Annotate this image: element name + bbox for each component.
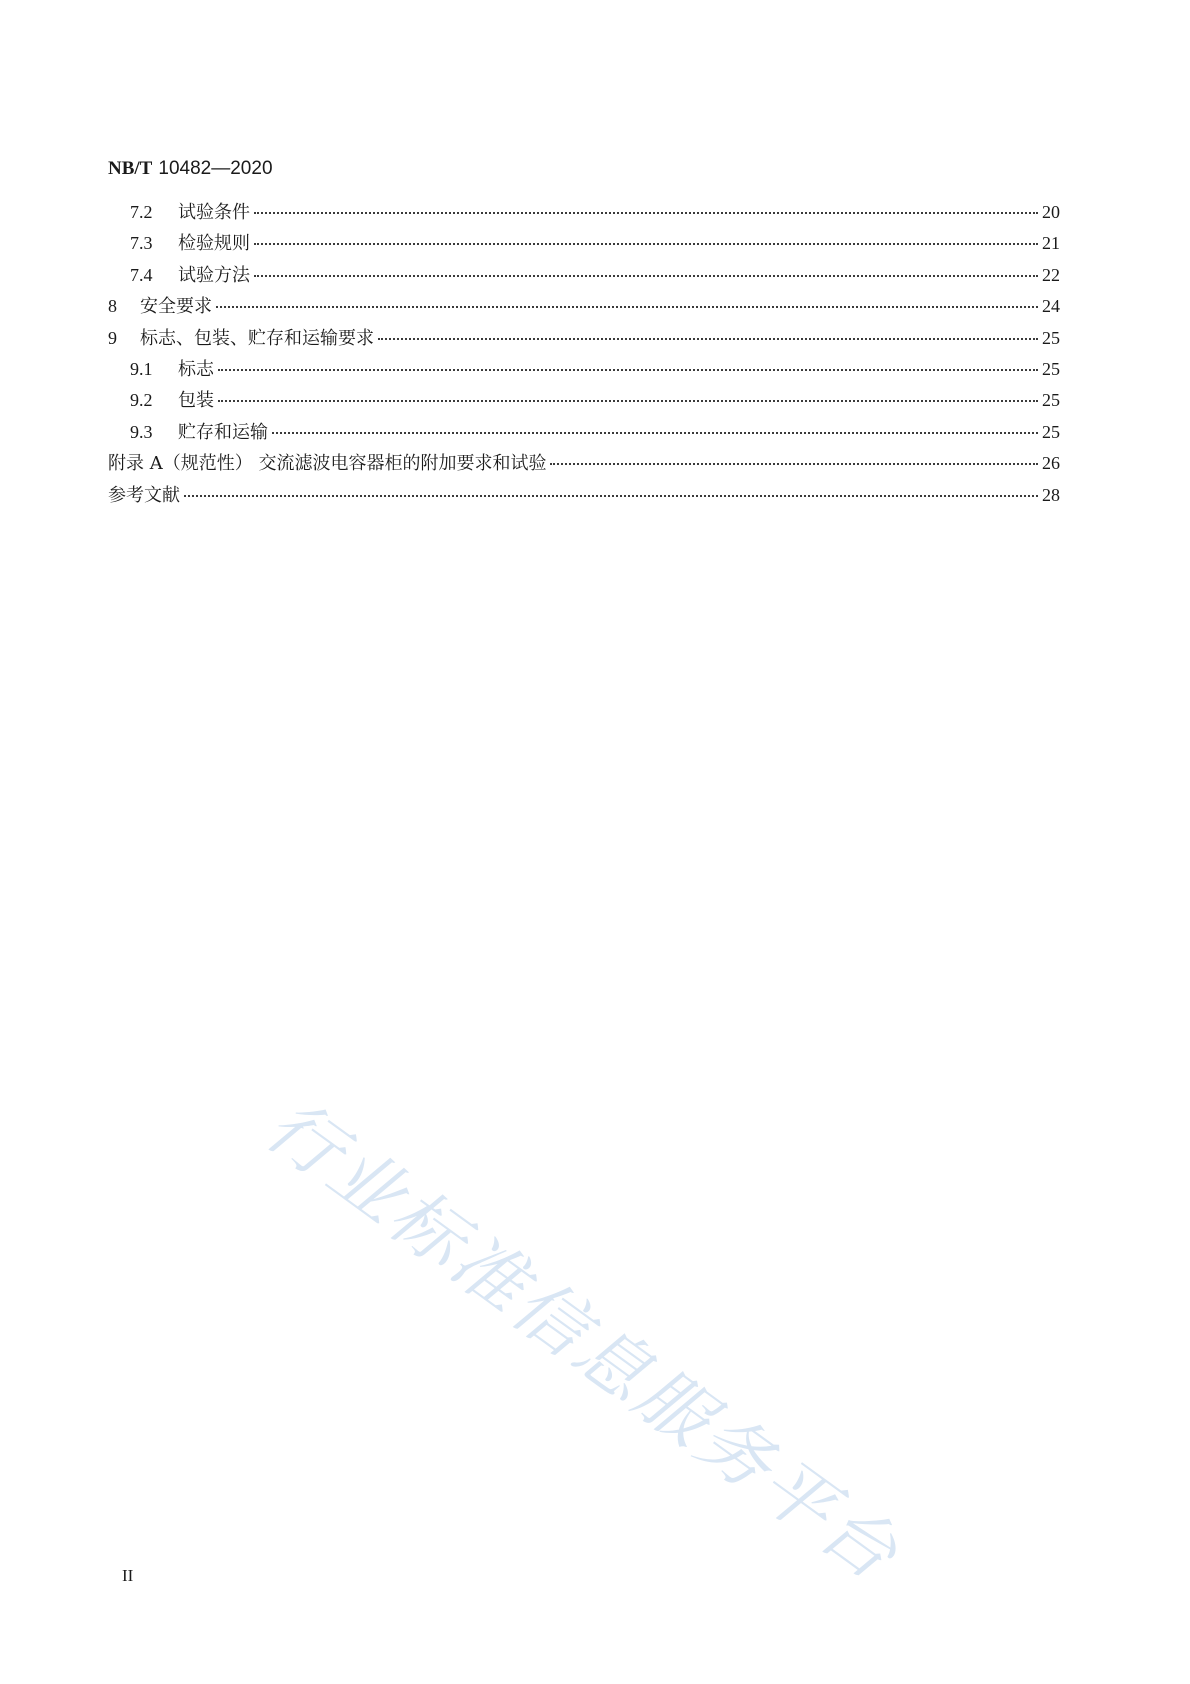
- toc-leader-dots: [378, 338, 1038, 340]
- toc-entry-title: 标志、包装、贮存和运输要求: [140, 327, 374, 349]
- toc-entry-9[interactable]: [108, 326, 1060, 357]
- standard-code: [108, 156, 273, 181]
- toc-leader-dots: [184, 495, 1038, 497]
- toc-leader-dots: [254, 275, 1038, 277]
- toc-entry-number: 9: [108, 327, 117, 348]
- toc-entry-number: 9.1: [130, 358, 153, 379]
- toc-entry-page: 25: [1042, 327, 1060, 348]
- toc-entry-page: 26: [1042, 453, 1060, 474]
- toc-entry-page: 22: [1042, 264, 1060, 285]
- toc-entry-page: 28: [1042, 484, 1060, 505]
- page-number: II: [122, 1566, 134, 1585]
- toc-entry-page: 25: [1042, 390, 1060, 411]
- toc-entry-references[interactable]: [108, 483, 1060, 514]
- table-of-contents: [108, 200, 1060, 514]
- toc-entry-number: 9.2: [130, 390, 153, 411]
- toc-leader-dots: [550, 463, 1038, 465]
- toc-leader-dots: [254, 212, 1038, 214]
- toc-leader-dots: [218, 400, 1038, 402]
- toc-entry-number: 7.3: [130, 233, 153, 254]
- toc-entry-title: 贮存和运输: [178, 421, 268, 443]
- toc-entry-title: 安全要求: [140, 296, 212, 318]
- toc-entry-appendix-a[interactable]: [108, 451, 1060, 482]
- toc-entry-9-1[interactable]: [108, 357, 1060, 388]
- toc-entry-number: 7.4: [130, 264, 153, 285]
- toc-entry-title: 试验方法: [178, 264, 250, 286]
- toc-entry-number: 8: [108, 296, 117, 317]
- toc-entry-7-3[interactable]: [108, 231, 1060, 262]
- toc-entry-page: 21: [1042, 233, 1060, 254]
- toc-entry-title: 附录 A（规范性） 交流滤波电容器柜的附加要求和试验: [108, 453, 547, 475]
- toc-entry-number: 7.2: [130, 202, 153, 222]
- toc-entry-number: 9.3: [130, 421, 153, 442]
- toc-entry-page: 25: [1042, 358, 1060, 379]
- toc-entry-page: 24: [1042, 296, 1060, 317]
- toc-entry-title: 参考文献: [108, 484, 180, 506]
- toc-entry-title: 试验条件: [178, 202, 250, 223]
- watermark: 行业标准信息服务平台: [251, 1082, 916, 1598]
- toc-entry-7-2[interactable]: [108, 200, 1060, 231]
- toc-leader-dots: [216, 306, 1038, 308]
- toc-entry-page: 25: [1042, 421, 1060, 442]
- standard-number: 10482—2020: [158, 158, 273, 179]
- toc-entry-page: 20: [1042, 202, 1060, 222]
- toc-entry-title: 包装: [178, 390, 214, 412]
- toc-entry-title: 检验规则: [178, 233, 250, 255]
- toc-entry-title: 标志: [178, 358, 214, 380]
- toc-leader-dots: [272, 432, 1038, 434]
- standard-prefix: NB/T: [108, 158, 153, 179]
- toc-leader-dots: [254, 243, 1038, 245]
- toc-leader-dots: [218, 369, 1038, 371]
- toc-entry-7-4[interactable]: [108, 263, 1060, 294]
- toc-entry-8[interactable]: [108, 294, 1060, 325]
- toc-entry-9-3[interactable]: [108, 420, 1060, 451]
- toc-entry-9-2[interactable]: [108, 388, 1060, 419]
